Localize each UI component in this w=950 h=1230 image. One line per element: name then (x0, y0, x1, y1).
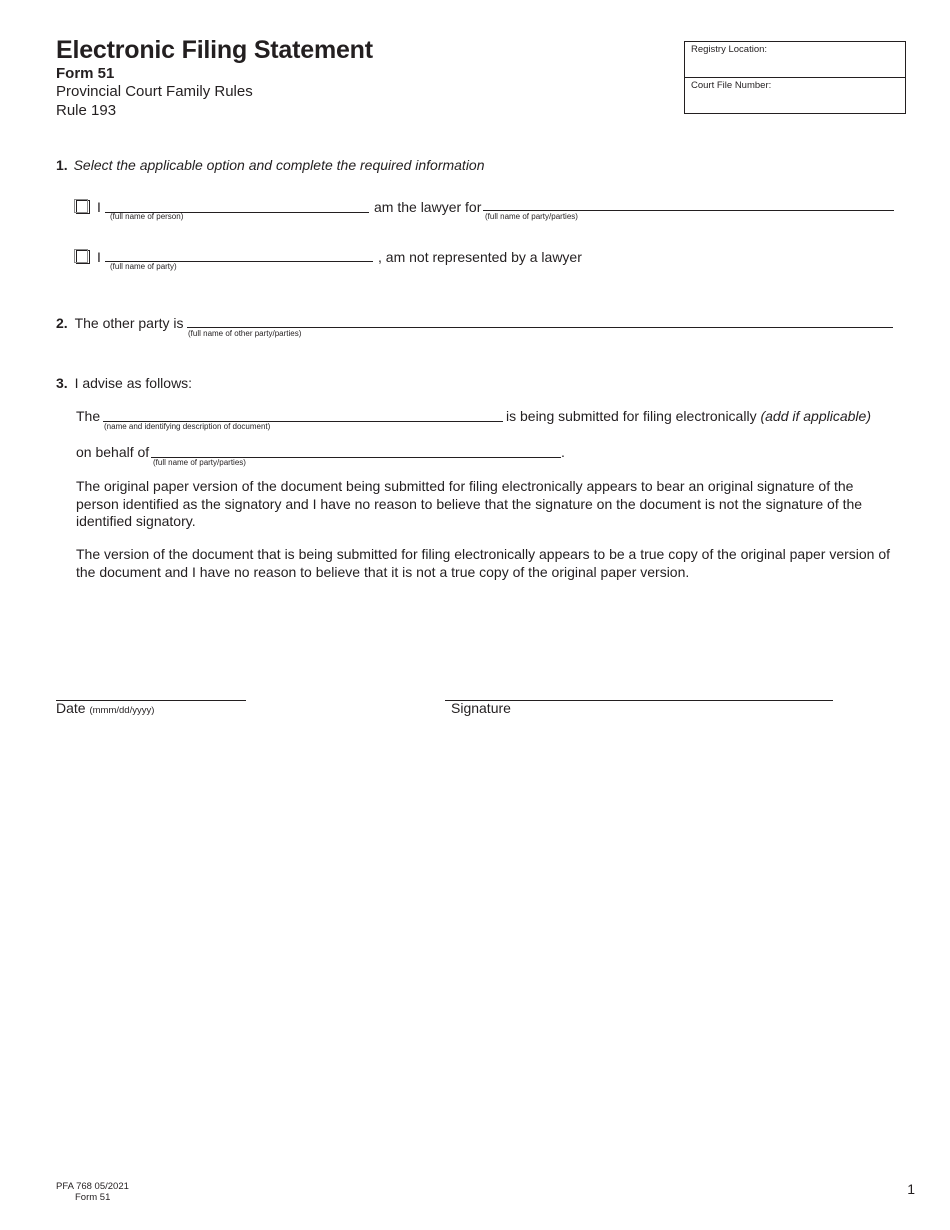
court-file-number-label: Court File Number: (691, 80, 772, 91)
registry-location-field[interactable] (685, 42, 905, 78)
form-number: Form 51 (56, 65, 115, 82)
section1-number: 1. (56, 157, 68, 173)
signature-label: Signature (451, 700, 511, 716)
other-party-name-hint: (full name of other party/parties) (188, 329, 302, 338)
rules-name: Provincial Court Family Rules (56, 83, 253, 100)
section1-heading (56, 157, 485, 173)
submission-text-main: is being submitted for filing electronically (506, 408, 757, 424)
lawyer-for-text: am the lawyer for (374, 199, 482, 215)
advise-text: I advise as follows: (74, 375, 193, 391)
section3-heading (56, 375, 192, 391)
page-number: 1 (907, 1181, 915, 1197)
section2-heading (56, 315, 184, 331)
original-signature-paragraph: The original paper version of the document being submitted for filing electronically appears to bear an original signature of the person identified as the signatory and I have no reason to believe that the signature on the document is not the signature of the identified signatory. (76, 478, 863, 529)
other-party-text: The other party is (74, 315, 184, 331)
behalf-party-hint: (full name of party/parties) (153, 458, 246, 467)
footer-code: PFA 768 05/2021 (56, 1181, 129, 1192)
behalf-end-period: . (561, 444, 565, 460)
section1-instruction: Select the applicable option and complete the required information (73, 157, 485, 173)
section2-number: 2. (56, 315, 68, 331)
document-title: Electronic Filing Statement (56, 36, 373, 64)
document-description-hint: (name and identifying description of document) (104, 422, 271, 431)
party-name-hint: (full name of party/parties) (485, 212, 578, 221)
date-label-group (56, 700, 154, 716)
party-self-name-hint: (full name of party) (110, 262, 177, 271)
section3-number: 3. (56, 375, 68, 391)
behalf-prefix: on behalf of (76, 444, 150, 460)
submission-text (506, 408, 871, 424)
person-name-hint: (full name of person) (110, 212, 184, 221)
footer-form: Form 51 (75, 1192, 111, 1203)
option1-prefix: I (97, 199, 101, 215)
registry-box (684, 41, 906, 114)
true-copy-paragraph: The version of the document that is being submitted for filing electronically appears to be a true copy of the original paper version of the document and I have no reason to believe that it is not a true copy of the original paper version. (76, 546, 891, 580)
other-party-name-field[interactable] (187, 327, 893, 328)
date-format-hint: (mmm/dd/yyyy) (89, 705, 155, 716)
date-label: Date (56, 700, 86, 716)
add-if-applicable-text: (add if applicable) (760, 408, 871, 424)
option2-prefix: I (97, 249, 101, 265)
party-name-field[interactable] (483, 210, 894, 211)
registry-location-label: Registry Location: (691, 44, 768, 55)
court-file-number-field[interactable] (685, 78, 905, 115)
self-represented-checkbox[interactable] (76, 250, 90, 264)
lawyer-option-checkbox[interactable] (76, 200, 90, 214)
not-represented-text: , am not represented by a lawyer (378, 249, 582, 265)
doc-prefix: The (76, 408, 101, 424)
rule-number: Rule 193 (56, 102, 117, 119)
